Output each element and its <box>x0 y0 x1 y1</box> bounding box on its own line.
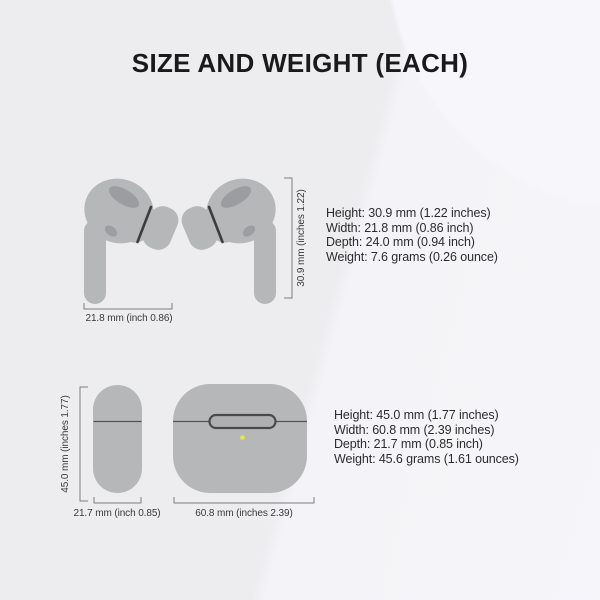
case-hinge <box>210 415 276 428</box>
earbuds-spec-height: Height: 30.9 mm (1.22 inches) <box>326 206 491 220</box>
earbuds-spec-list <box>326 206 498 265</box>
case-width-label: 60.8 mm (inches 2.39) <box>195 508 293 519</box>
earbuds-height-label: 30.9 mm (inches 1.22) <box>296 189 307 287</box>
case-spec-height: Height: 45.0 mm (1.77 inches) <box>334 408 499 422</box>
case-spec-list <box>334 408 519 467</box>
earbuds-width-label: 21.8 mm (inch 0.86) <box>85 313 173 324</box>
case-height-dimension-line <box>80 387 88 501</box>
case-front-view <box>173 384 307 493</box>
left-earbud-illustration <box>75 169 182 304</box>
case-spec-depth: Depth: 21.7 mm (0.85 inch) <box>334 437 483 452</box>
case-height-label: 45.0 mm (inches 1.77) <box>60 395 71 493</box>
right-earbud-illustration <box>178 169 285 304</box>
case-spec-width: Width: 60.8 mm (2.39 inches) <box>334 422 495 437</box>
earbuds-width-dimension-line <box>84 303 172 309</box>
case-spec-weight: Weight: 45.6 grams (1.61 ounces) <box>334 452 519 467</box>
case-depth-label: 21.7 mm (inch 0.85) <box>73 508 161 519</box>
earbuds-spec-weight: Weight: 7.6 grams (0.26 ounce) <box>326 250 498 265</box>
status-led-icon <box>240 435 245 440</box>
case-depth-dimension-line <box>94 497 141 503</box>
case-front-body <box>173 384 307 493</box>
earbuds-height-dimension-line <box>284 178 292 298</box>
case-side-view <box>93 385 142 493</box>
page-title: SIZE AND WEIGHT (EACH) <box>131 48 469 78</box>
case-side-body <box>93 385 142 493</box>
case-width-dimension-line <box>174 497 314 503</box>
earbuds-spec-depth: Depth: 24.0 mm (0.94 inch) <box>326 235 475 250</box>
earbuds-spec-width: Width: 21.8 mm (0.86 inch) <box>326 220 474 235</box>
